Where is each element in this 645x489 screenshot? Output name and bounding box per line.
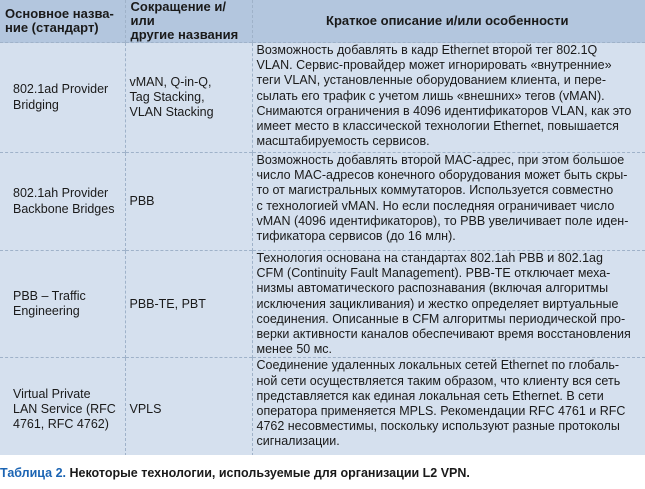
cell-standard-name: PBB – Traffic Engineering xyxy=(0,251,125,358)
cell-standard-name: Virtual Private LAN Service (RFC 4761, RFC 4762) xyxy=(0,358,125,455)
table-row xyxy=(0,153,645,251)
cell-standard-name: 802.1ah Provider Backbone Bridges xyxy=(0,153,125,251)
header-row xyxy=(0,0,645,43)
cell-aliases: PBB xyxy=(125,153,252,251)
cell-standard-name: 802.1ad Provider Bridging xyxy=(0,43,125,153)
caption-text: Некоторые технологии, используемые для организации L2 VPN. xyxy=(69,466,470,480)
cell-aliases: vMAN, Q-in-Q, Tag Stacking, VLAN Stacking xyxy=(125,43,252,153)
table-caption xyxy=(0,466,470,480)
header-aliases: Сокращение и/или другие названия xyxy=(125,0,252,43)
cell-description: Технология основана на стандартах 802.1ah PBB и 802.1ag CFM (Continuity Fault Management). PBB-TE отключает меха- низмы автоматического распознавания (включая алгоритмы исключения зацикливания) и жестко определяет виртуальные соединения. Описанные в CFM алгоритмы периодической про- верки активности каналов обеспечивают время восстановления менее 50 мс. xyxy=(252,251,645,358)
cell-description: Соединение удаленных локальных сетей Ethernet по глобаль- ной сети осуществляется таким образом, что клиенту вся сеть представляется как единая локальная сеть Ethernet. В сети оператора применяется MPLS. Рекомендации RFC 4761 и RFC 4762 несовместимы, поскольку используют разные протоколы сигнализации. xyxy=(252,358,645,455)
header-description: Краткое описание и/или особенности xyxy=(252,0,645,43)
table-row xyxy=(0,251,645,358)
caption-label: Таблица 2. xyxy=(0,466,66,480)
cell-description: Возможность добавлять второй MAC-адрес, при этом большое число MAC-адресов конечного оборудования может быть скры- то от магистральных коммутаторов. Используется совместно с технологией vMAN. Но если последняя ограничивает число vMAN (4096 идентификаторов), то PBB увеличивает поле иден- тификатора сервисов (до 16 млн). xyxy=(252,153,645,251)
table-row xyxy=(0,358,645,455)
cell-aliases: VPLS xyxy=(125,358,252,455)
cell-aliases: PBB-TE, PBT xyxy=(125,251,252,358)
header-standard-name: Основное назва- ние (стандарт) xyxy=(0,0,125,43)
cell-description: Возможность добавлять в кадр Ethernet второй тег 802.1Q VLAN. Сервис-провайдер может игнорировать «внутренние» теги VLAN, установленные оборудованием клиента, и пере- сылать его трафик с учетом лишь «внешних» тегов (vMAN). Снимаются ограничения в 4096 идентификаторов VLAN, как это имеет место в классической технологии Ethernet, повышается масштабируемость сервисов. xyxy=(252,43,645,153)
table-row xyxy=(0,43,645,153)
